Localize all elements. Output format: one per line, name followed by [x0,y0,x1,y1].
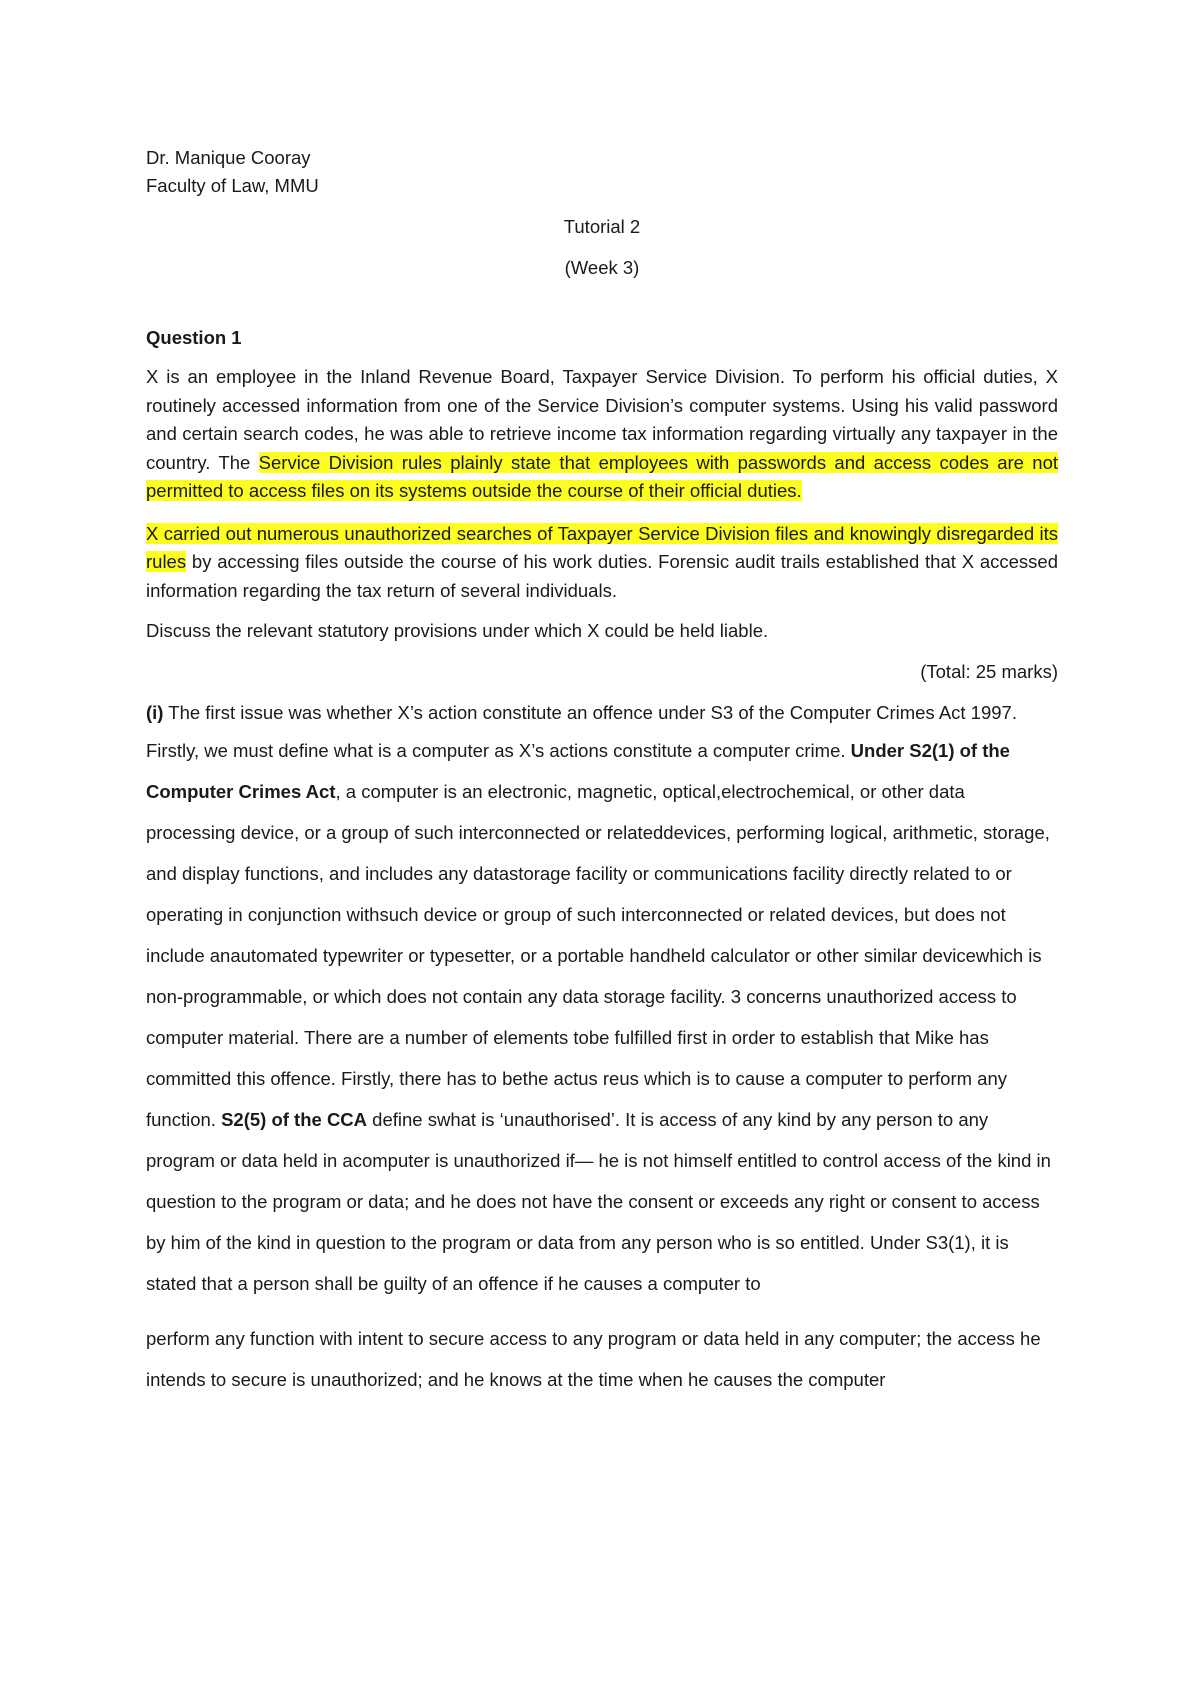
question-p1-text: X is an employee in the Inland Revenue Board, Taxpayer Service Division. To perform his official duties, X routinely accessed information from one of the Service Division’s computer systems. Using his valid password and certain search codes, he was able to retrieve income tax information regarding virtually any taxpayer in the country. The [146,366,1058,473]
author-name: Dr. Manique Cooray [146,147,311,168]
issue-label: (i) [146,702,164,723]
answer-text-2: , a computer is an electronic, magnetic, optical,electrochemical, or other data processing device, or a group of such interconnected or relateddevices, performing logical, arithmetic, storage, and display functions, and includes any datastorage facility or communications facility directly related to or operating in conjunction withsuch device or group of such interconnected or related devices, but does not include anautomated typewriter or typesetter, or a portable handheld calculator or other similar devicewhich is non-programmable, or which does not contain any data storage facility. 3 concerns unauthorized access to computer material. There are a number of elements tobe fulfilled first in order to establish that Mike has committed this offence. Firstly, there has to bethe actus reus which is to cause a computer to perform any function. [146,781,1050,1130]
statute-reference-s2-1: Under S2(1) of the Computer Crimes Act [146,740,1010,802]
highlighted-rule-text: Service Division rules plainly state that employees with passwords and access codes are not permitted to access files on its systems outside the course of their official duties. [146,451,1059,501]
question-paragraph-2 [146,520,1058,606]
statute-reference-s2-5: S2(5) of the CCA [221,1109,368,1130]
answer-body-continued: perform any function with intent to secure access to any program or data held in any computer; the access he intends to secure is unauthorized; and he knows at the time when he causes the computer [146,1328,1041,1390]
faculty-name: Faculty of Law, MMU [146,175,319,196]
total-marks: (Total: 25 marks) [920,661,1058,682]
highlighted-searches-text: X carried out numerous unauthorized searches of Taxpayer Service Division files and knowingly disregarded its rules [146,522,1058,572]
question-p2-text: by accessing files outside the course of his work duties. Forensic audit trails established that X accessed information regarding the tax return of several individuals. [146,551,1058,601]
answer-body [146,730,1058,1304]
week-label: (Week 3) [564,257,640,278]
answer-issue-1 [146,699,1058,727]
question-paragraph-1 [146,363,1058,506]
document-content [146,144,1058,1400]
question-heading: Question 1 [146,327,242,348]
answer-text-3: define swhat is ‘unauthorised’. It is access of any kind by any person to any program or data held in acomputer is unauthorized if— he is not himself entitled to control access of the kind in question to the program or data; and he does not have the consent or exceeds any right or consent to access by him of the kind in question to the program or data from any person who is so entitled. Under S3(1), it is stated that a person shall be guilty of an offence if he causes a computer to [146,1109,1051,1294]
question-instruction: Discuss the relevant statutory provisions under which X could be held liable. [146,620,769,641]
issue-text: The first issue was whether X’s action constitute an offence under S3 of the Computer Crimes Act 1997. [163,702,1017,723]
answer-text-1: Firstly, we must define what is a computer as X’s actions constitute a computer crime. [146,740,851,761]
tutorial-title: Tutorial 2 [563,216,641,237]
